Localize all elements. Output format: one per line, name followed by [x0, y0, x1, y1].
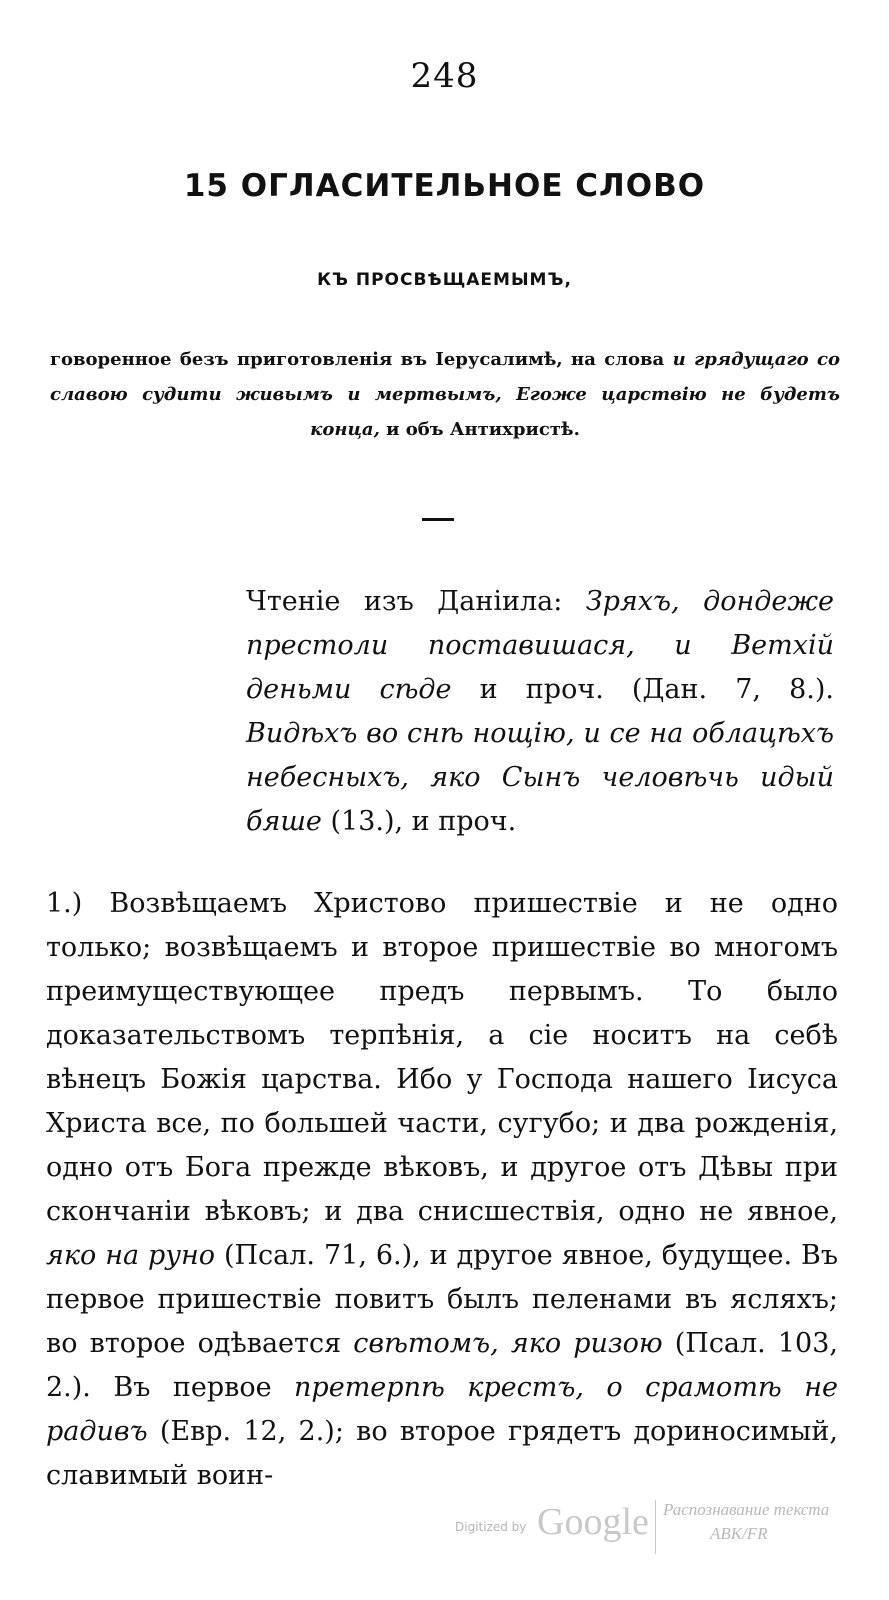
ocr-credit-line-1: Распознавание текста	[663, 1500, 830, 1519]
description-text: говоренное безъ приготовленія въ Іерусалимѣ, на слова	[50, 349, 673, 370]
page-title: 15 ОГЛАСИТЕЛЬНОЕ СЛОВО	[183, 168, 706, 204]
page-number: 248	[410, 56, 479, 96]
reading-ref-1: и проч. (Дан. 7, 8.).	[451, 674, 834, 705]
body-italic-2: свѣтомъ, яко ризою	[353, 1328, 663, 1359]
title-description	[50, 342, 840, 447]
section-divider	[422, 518, 454, 521]
reading-quote-2: Видѣхъ во снѣ нощію, и се на облацѣхъ небесныхъ, яко Сынъ человѣчь идый бяше	[246, 718, 834, 837]
digitized-by-label: Digitized by	[455, 1520, 527, 1534]
body-text-3: (Псал. 103, 2.). Въ первое	[46, 1328, 838, 1403]
body-paragraph	[46, 882, 838, 1498]
body-italic-1: яко на руно	[46, 1240, 216, 1271]
body-text-2: (Псал. 71, 6.), и другое явное, будущее. Въ первое пришествіе повитъ былъ пеленами въ ясляхъ; во второе одѣвается	[46, 1240, 838, 1359]
reading-intro: Чтеніе изъ Даніила:	[246, 586, 586, 617]
description-text-end: и объ Антихристѣ.	[379, 419, 580, 440]
reading-ref-2: (13.), и проч.	[321, 806, 517, 837]
reading-quote-1: Зряхъ, дондеже престоли поставишася, и Ветхій деньми сѣде	[246, 586, 834, 705]
digitization-watermark	[455, 1500, 875, 1560]
page-subtitle: КЪ ПРОСВѢЩАЕМЫМЪ,	[317, 270, 572, 290]
body-italic-3: претерпѣ крестъ, о срамотѣ не радивъ	[46, 1372, 838, 1447]
scripture-reading	[246, 580, 834, 844]
ocr-credit-line-2: ABK/FR	[710, 1524, 768, 1543]
description-italic-text: и грядущаго со славою судити живымъ и мертвымъ, Егоже царствію не будетъ конца,	[50, 349, 840, 440]
body-text-1: 1.) Возвѣщаемъ Христово пришествіе и не одно только; возвѣщаемъ и второе пришествіе во многомъ преимуществующее предъ первымъ. То было доказательствомъ терпѣнія, а сіе носитъ на себѣ вѣнецъ Божія царства. Ибо у Господа нашего Іисуса Христа все, по большей части, сугубо; и два рожденія, одно отъ Бога прежде вѣковъ, и другое отъ Дѣвы при скончаніи вѣковъ; и два снисшествія, одно не явное,	[46, 888, 838, 1227]
google-logo: Google	[537, 1501, 649, 1543]
watermark-separator	[655, 1500, 656, 1554]
body-text-4: (Евр. 12, 2.); во второе грядетъ дориносимый, славимый воин-	[46, 1416, 838, 1491]
